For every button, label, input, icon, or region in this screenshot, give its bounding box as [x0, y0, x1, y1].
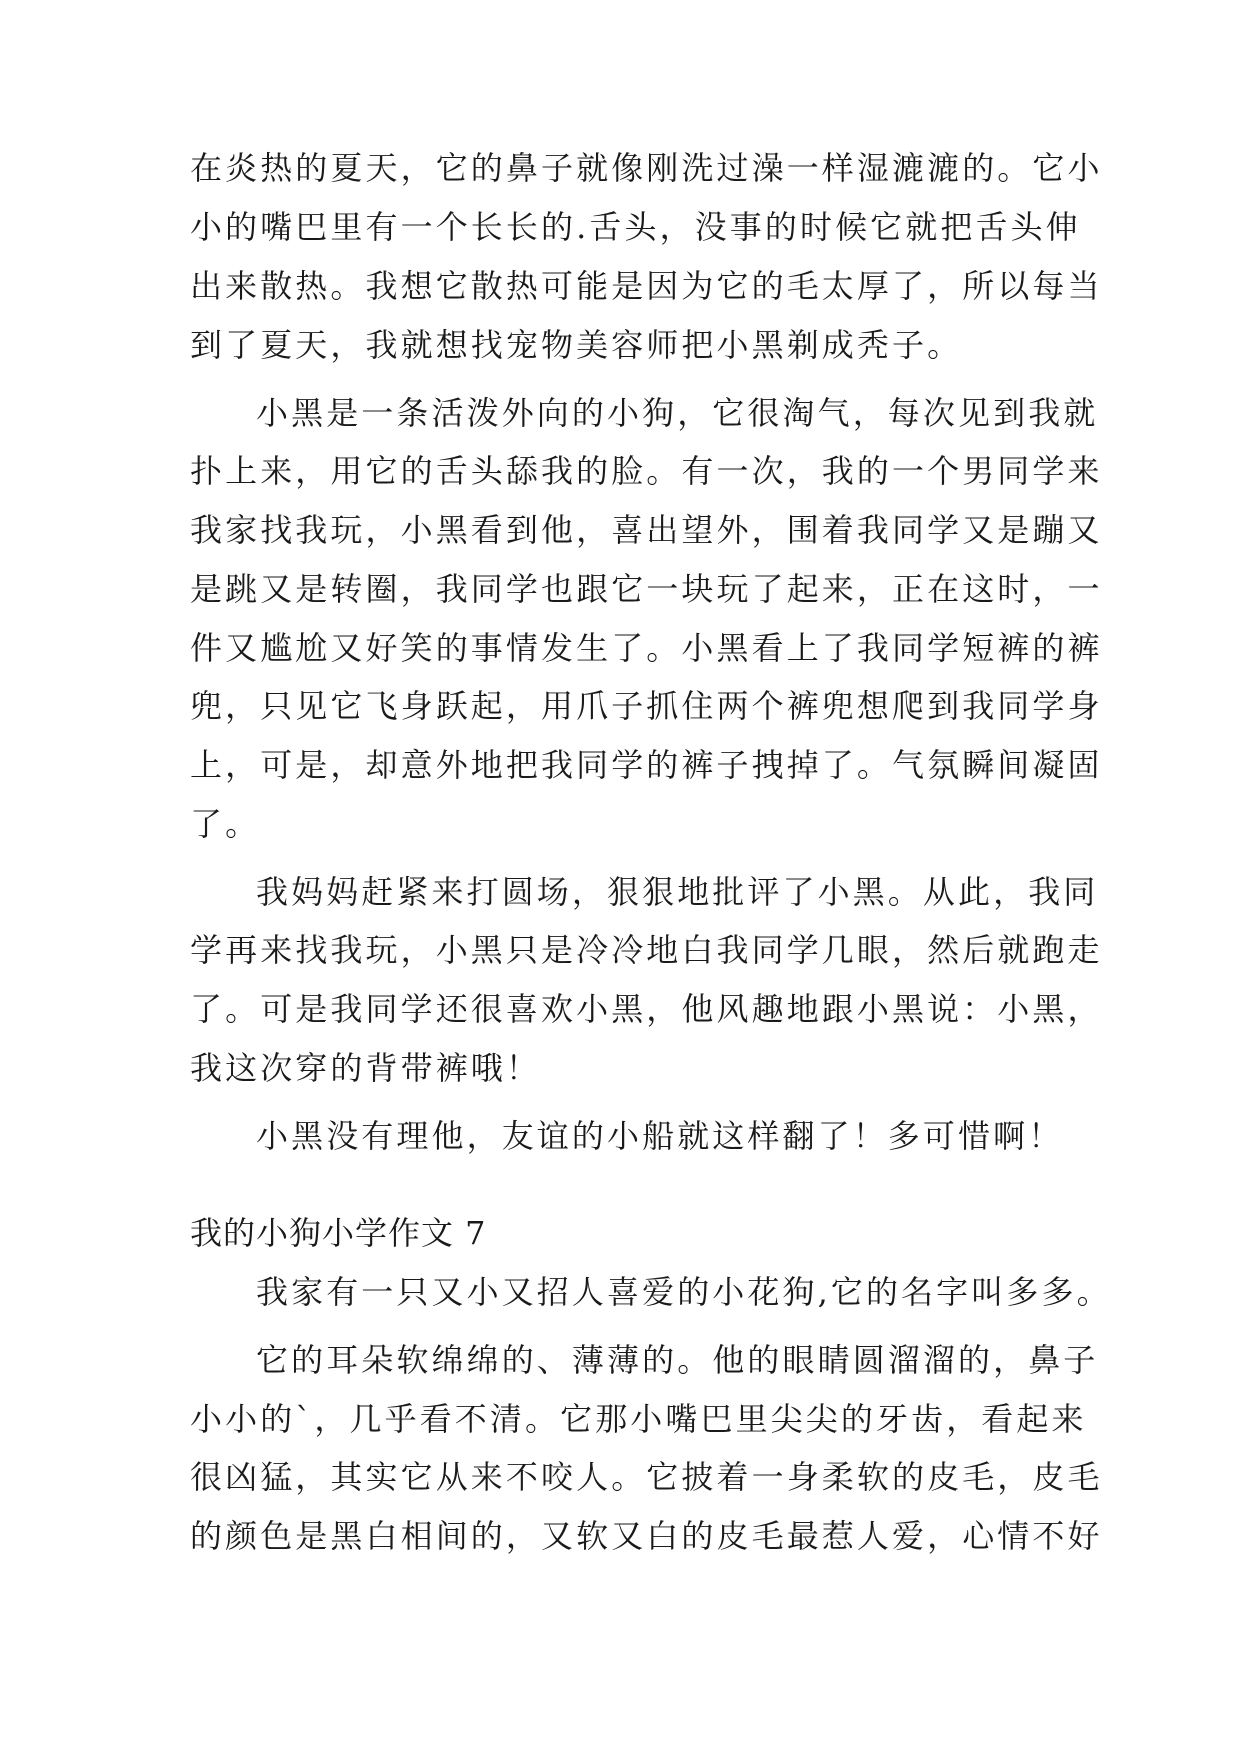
body-text-line: 在炎热的夏天，它的鼻子就像刚洗过澡一样湿漉漉的。它小	[190, 149, 1103, 187]
body-text-line: 很凶猛，其实它从来不咬人。它披着一身柔软的皮毛，皮毛	[190, 1458, 1103, 1496]
body-text-line: 小小的`，几乎看不清。它那小嘴巴里尖尖的牙齿，看起来	[190, 1400, 1087, 1438]
body-text-line: 件又尴尬又好笑的事情发生了。小黑看上了我同学短裤的裤	[190, 629, 1103, 667]
body-text-line: 学再来找我玩，小黑只是冷冷地白我同学几眼，然后就跑走	[190, 931, 1103, 969]
body-text-line: 我家有一只又小又招人喜爱的小花狗,它的名字叫多多。	[256, 1273, 1112, 1311]
body-text-line: 我这次穿的背带裤哦！	[190, 1049, 542, 1087]
body-text-line: 小黑没有理他，友谊的小船就这样翻了！多可惜啊！	[256, 1117, 1064, 1155]
body-text-line: 了。可是我同学还很喜欢小黑，他风趣地跟小黑说：小黑，	[190, 990, 1103, 1028]
body-text-line: 我家找我玩，小黑看到他，喜出望外，围着我同学又是蹦又	[190, 511, 1103, 549]
body-text-line: 扑上来，用它的舌头舔我的脸。有一次，我的一个男同学来	[190, 452, 1103, 490]
body-text-line: 它的耳朵软绵绵的、薄薄的。他的眼睛圆溜溜的，鼻子	[256, 1341, 1099, 1379]
body-text-line: 小黑是一条活泼外向的小狗，它很淘气，每次见到我就	[256, 394, 1099, 432]
body-text-line: 出来散热。我想它散热可能是因为它的毛太厚了，所以每当	[190, 267, 1103, 305]
body-text-line: 了。	[190, 805, 261, 843]
body-text-line: 上，可是，却意外地把我同学的裤子拽掉了。气氛瞬间凝固	[190, 746, 1103, 784]
body-text-line: 小的嘴巴里有一个长长的.舌头，没事的时候它就把舌头伸	[190, 208, 1081, 246]
body-text-line: 到了夏天，我就想找宠物美容师把小黑剃成秃子。	[190, 326, 963, 364]
section-heading: 我的小狗小学作文 7	[190, 1214, 487, 1252]
body-text-line: 我妈妈赶紧来打圆场，狠狠地批评了小黑。从此，我同	[256, 873, 1099, 911]
body-text-line: 是跳又是转圈，我同学也跟它一块玩了起来，正在这时，一	[190, 570, 1103, 608]
body-text-line: 的颜色是黑白相间的，又软又白的皮毛最惹人爱，心情不好	[190, 1517, 1103, 1555]
body-text-line: 兜，只见它飞身跃起，用爪子抓住两个裤兜想爬到我同学身	[190, 687, 1103, 725]
